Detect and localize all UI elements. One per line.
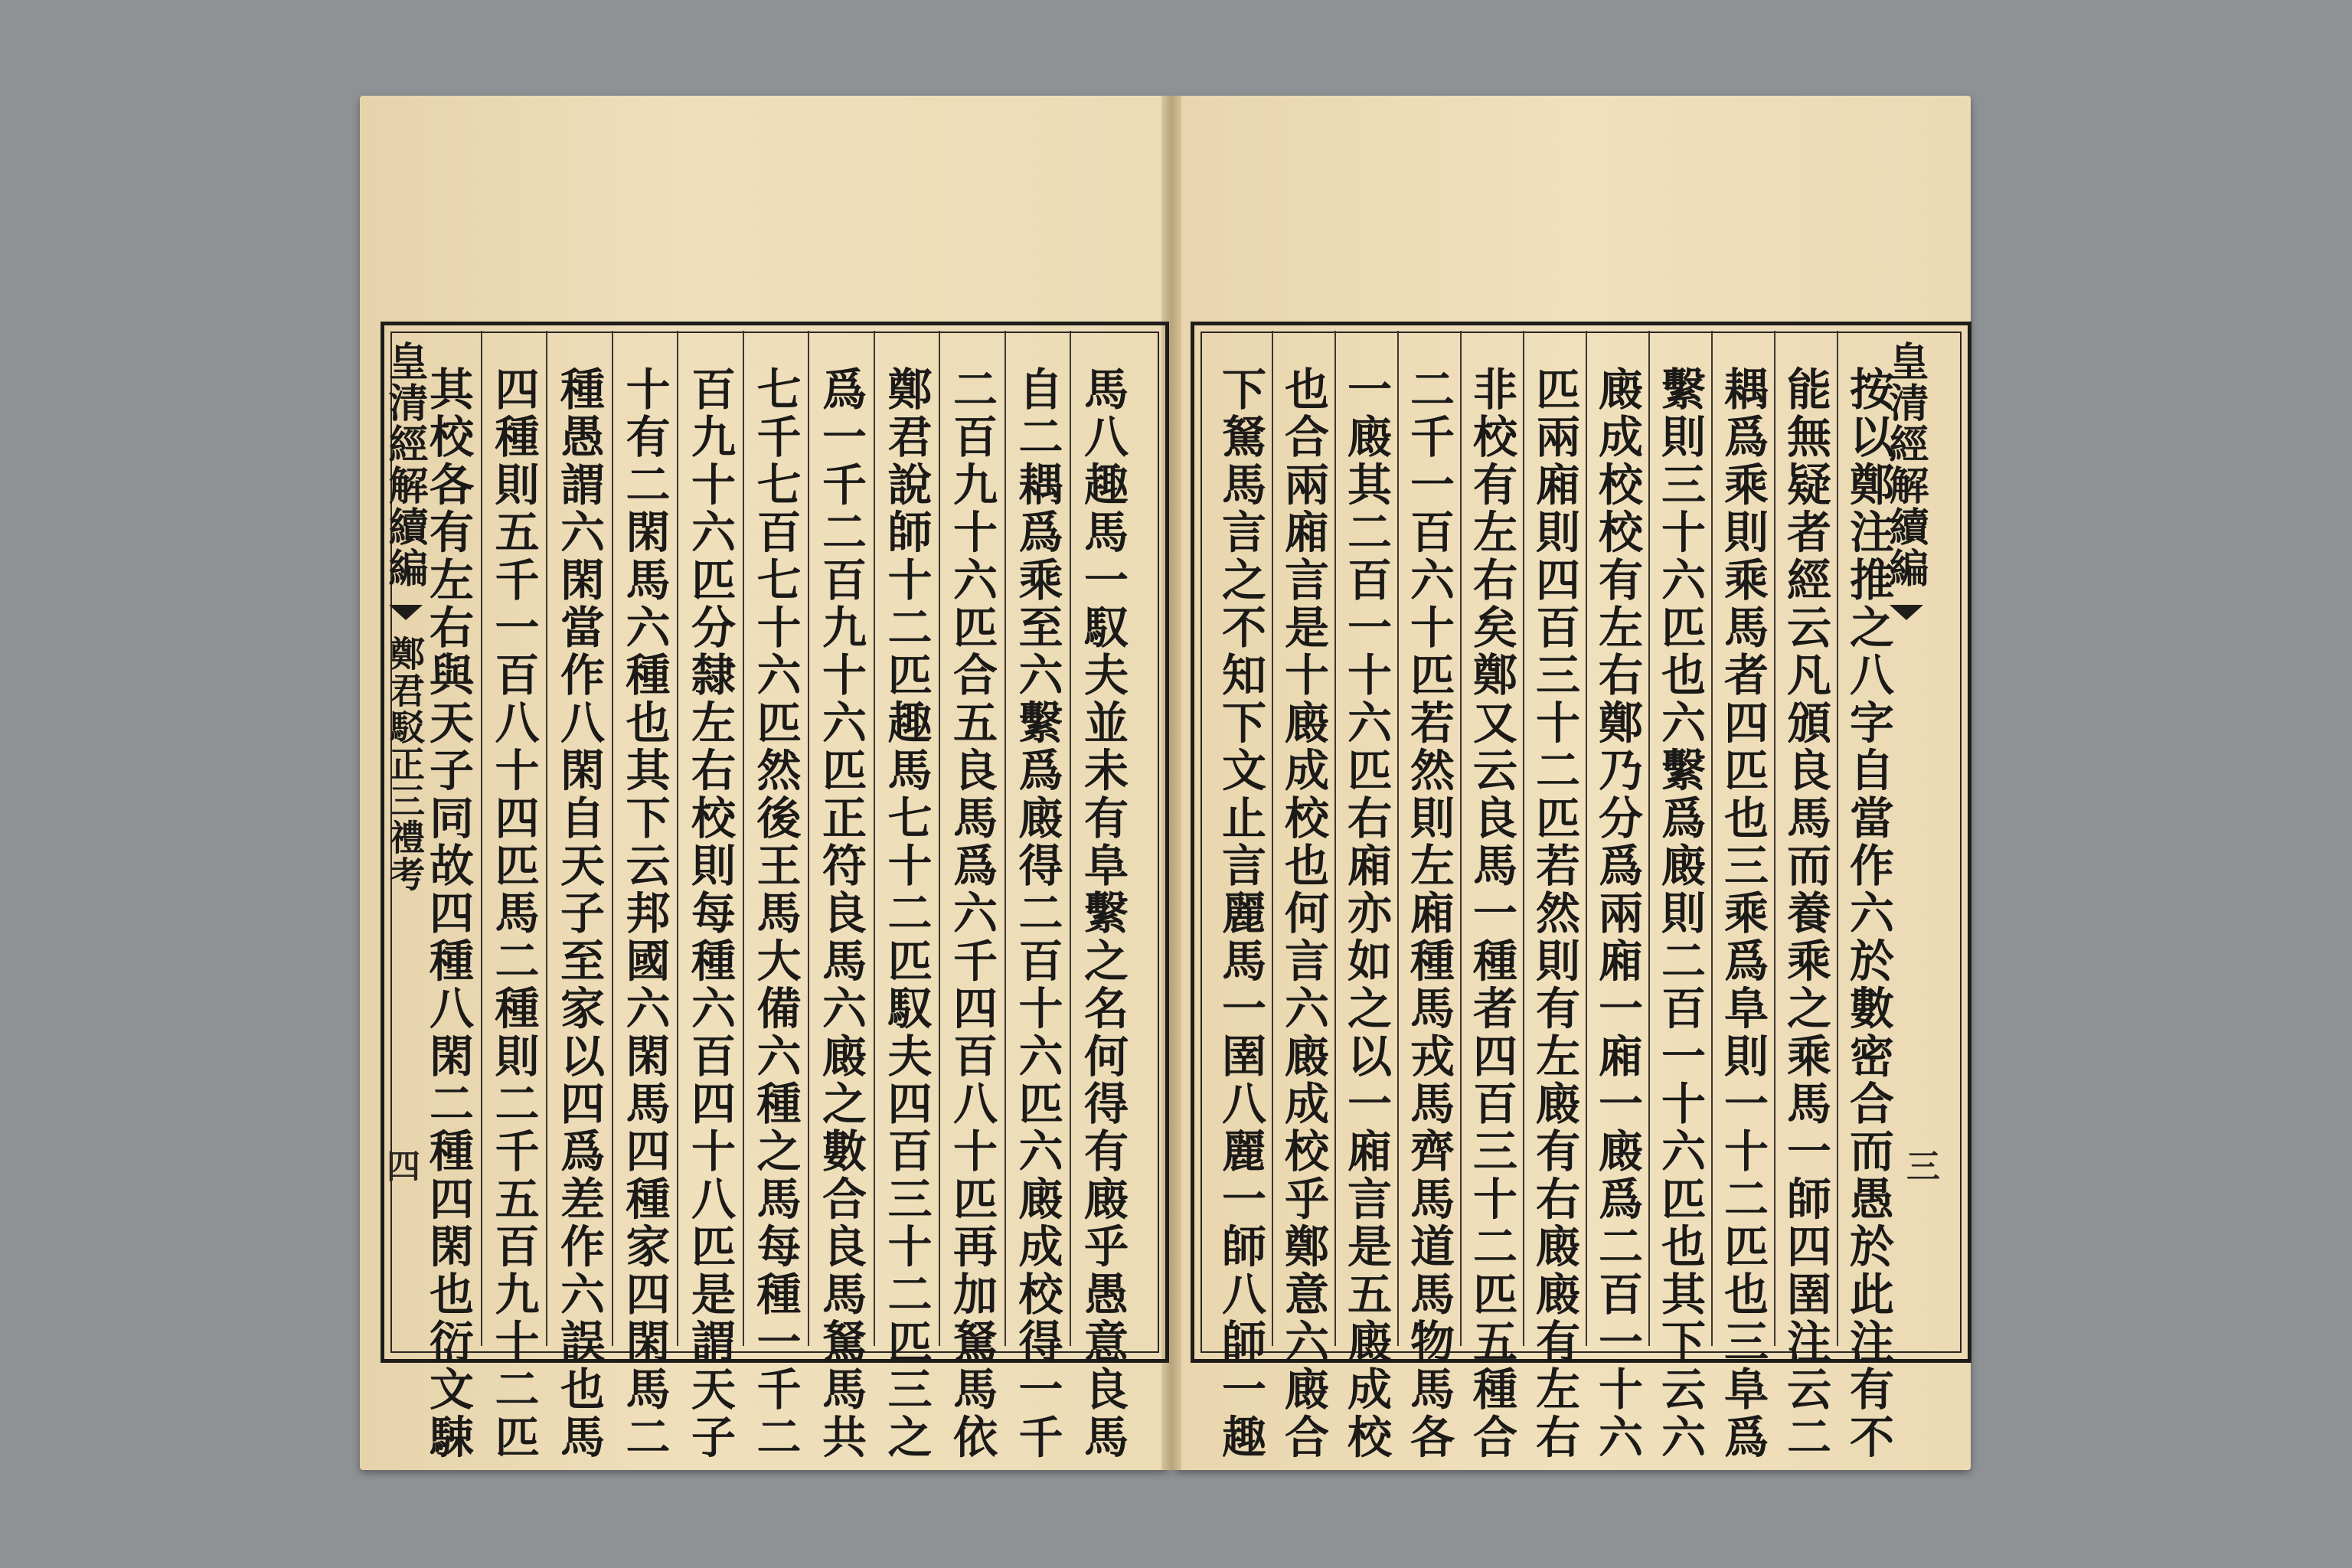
left-page-text-column: 百九十六匹分隸左右校則每種六百四十八匹是謂天子	[684, 366, 736, 1462]
right-page-text-column: 耦爲乘則乘馬者四匹也三乘爲阜則一十二匹也三阜爲	[1717, 366, 1769, 1462]
right-page-text-column: 也合兩廂言是十廄成校也何言六廄成校乎鄭意六廄合	[1277, 366, 1329, 1462]
right-page-column-rule	[1397, 331, 1399, 1346]
left-page-column-rule	[939, 331, 940, 1346]
right-page-column-rule	[1711, 331, 1713, 1346]
right-page-column-rule	[1648, 331, 1650, 1346]
left-page-column-rule	[808, 331, 809, 1346]
left-folio: 四	[381, 1148, 420, 1182]
right-page-text-column: 能無疑者經云凡頒良馬而養乘之乘馬一師四圉注云二	[1779, 366, 1831, 1462]
right-page-column-rule	[1272, 331, 1273, 1346]
left-page-column-rule	[677, 331, 678, 1346]
left-page-text-column: 十有二閑馬六種也其下云邦國六閑馬四種家四閑馬二	[618, 366, 671, 1462]
left-page-text-column: 種愚謂六閑當作八閑自天子至家以四爲差作六誤也馬	[553, 366, 605, 1462]
fishtail-mark-left	[389, 605, 423, 620]
left-page-text-column: 爲一千二百九十六匹正符良馬六廄之數合良馬駑馬共	[815, 366, 867, 1462]
right-page-text-column: 下駑馬言之不知下文止言麗馬一圉八麗一師八師一趣	[1214, 366, 1266, 1462]
right-folio: 三	[1900, 1148, 1939, 1182]
left-page-text-column: 七千七百七十六匹然後王馬大備六種之馬每種一千二	[749, 366, 802, 1462]
right-margin-title: 皇清經解續編	[1882, 341, 1929, 589]
right-page-column-rule	[1334, 331, 1336, 1346]
fishtail-mark-right	[1890, 605, 1923, 620]
right-page-text-column: 匹兩廂則四百三十二匹若然則有左廄有右廄廄有左右	[1528, 366, 1580, 1462]
left-page-text-column: 自二耦爲乘至六繫爲廄得二百十六匹六廄成校得一千	[1011, 366, 1063, 1462]
right-page-text-column: 繫則三十六匹也六繫爲廄則二百一十六匹也其下云六	[1654, 366, 1706, 1462]
right-page-text-column: 按以鄭注推之八字自當作六於數密合而愚於此注有不	[1842, 366, 1894, 1462]
right-page-text-column: 二千一百六十匹若然則左廂種馬戎馬齊馬道馬物馬各	[1403, 366, 1455, 1462]
left-page-column-rule	[874, 331, 875, 1346]
right-page-column-rule	[1523, 331, 1524, 1346]
left-page-text-column: 其校各有左右與天子同故四種八閑二種四閑也衍文駷	[422, 366, 474, 1462]
right-page-column-rule	[1837, 331, 1838, 1346]
left-margin-subtitle: 鄭君駁正三禮考	[384, 635, 426, 893]
left-page-text-column: 鄭君說師十二匹趣馬七十二匹馭夫四百三十二匹三之	[880, 366, 933, 1462]
left-page-column-rule	[481, 331, 482, 1346]
left-page-column-rule	[546, 331, 547, 1346]
left-page-column-rule	[743, 331, 744, 1346]
right-page-column-rule	[1774, 331, 1775, 1346]
left-page-text-column: 四種則五千一百八十四匹馬二種則二千五百九十二匹	[487, 366, 540, 1462]
right-page-text-column: 非校有左右矣鄭又云良馬一種者四百三十二匹五種合	[1465, 366, 1517, 1462]
left-page-column-rule	[612, 331, 613, 1346]
left-page-text-column: 二百九十六匹合五良馬爲六千四百八十匹再加駑馬依	[946, 366, 998, 1462]
left-margin-title: 皇清經解續編	[381, 341, 428, 589]
right-page-column-rule	[1586, 331, 1587, 1346]
left-page-text-column: 馬八趣馬一馭夫並未有阜繫之名何得有廄乎愚意良馬	[1076, 366, 1129, 1462]
right-page-text-column: 廄成校校有左右鄭乃分爲兩廂一廂一廄爲二百一十六	[1591, 366, 1643, 1462]
right-page-text-column: 一廄其二百一十六匹右廂亦如之以一廂言是五廄成校	[1340, 366, 1392, 1462]
right-page-column-rule	[1460, 331, 1462, 1346]
left-page-column-rule	[1004, 331, 1006, 1346]
left-page-column-rule	[1070, 331, 1071, 1346]
